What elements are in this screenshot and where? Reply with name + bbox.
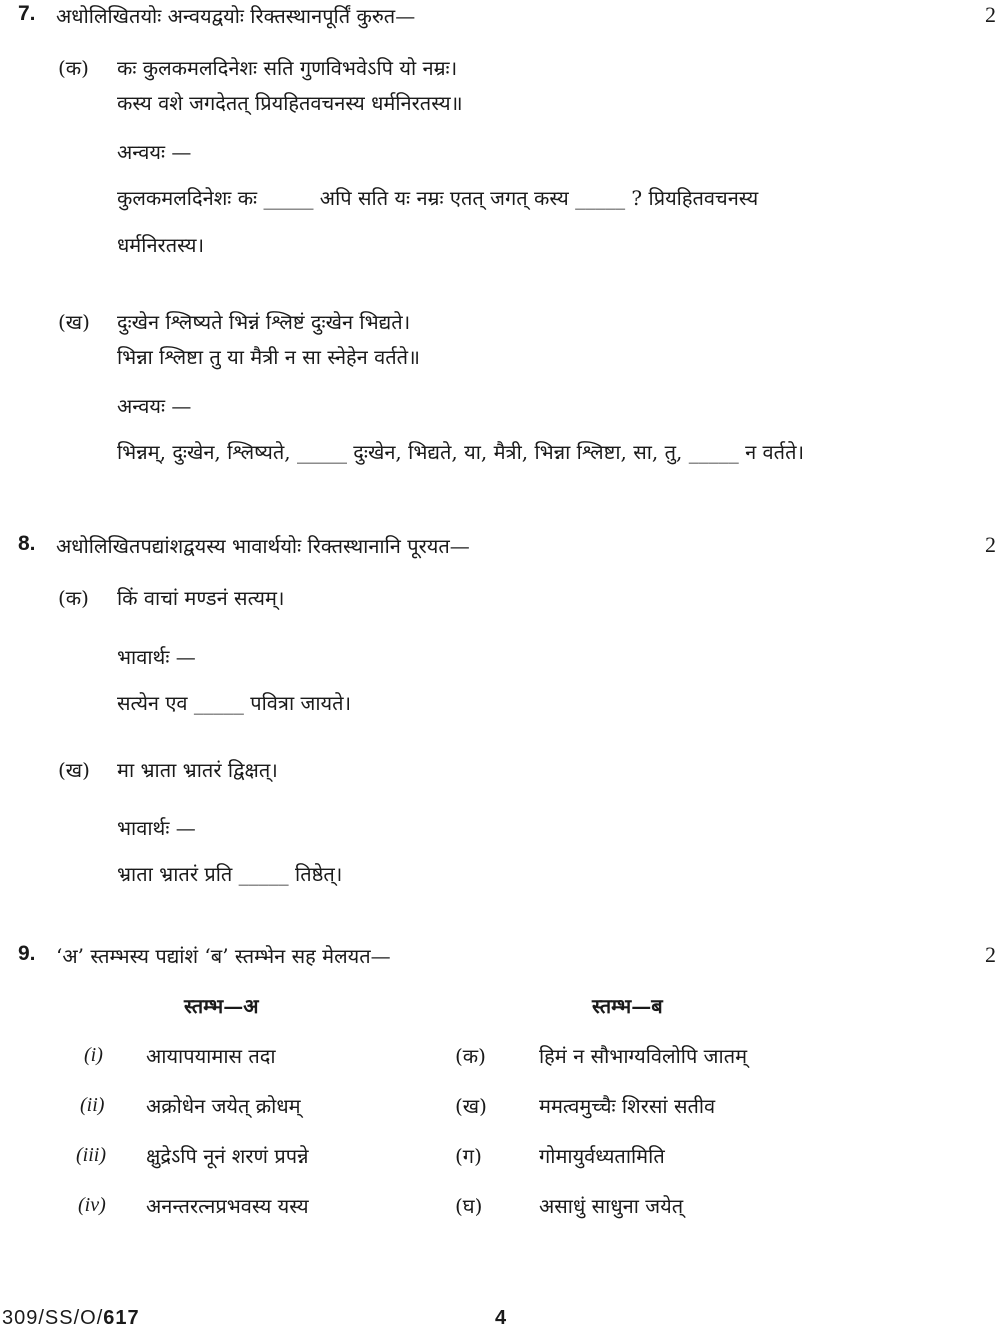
question-8-number: 8. — [18, 532, 36, 555]
column-a-heading: स्तम्भ—अ — [184, 994, 259, 1018]
paper-code-prefix: 309/SS/O/ — [2, 1307, 104, 1329]
paper-code — [2, 1307, 140, 1330]
q7-b-anvaya-label: अन्वयः — — [117, 394, 192, 418]
q7-a-anvaya-label: अन्वयः — — [117, 140, 192, 164]
match-row-4-roman: (iv) — [78, 1194, 106, 1216]
q7-a-label: (क) — [58, 56, 89, 80]
question-7-marks: 2 — [985, 2, 996, 27]
q8-b-label: (ख) — [58, 758, 90, 782]
question-9-marks: 2 — [985, 942, 996, 967]
page-number: 4 — [495, 1307, 507, 1329]
question-9-number: 9. — [18, 942, 36, 965]
match-row-1-letter: (क) — [455, 1044, 486, 1068]
question-7-number: 7. — [18, 2, 36, 25]
q8-a-label: (क) — [58, 586, 89, 610]
q7-b-anvaya-line-1: भिन्नम्, दुःखेन, श्लिष्यते, _____ दुःखेन, भिद्यते, या, मैत्री, भिन्ना श्लिष्टा, सा, तु, _____ न वर्तते। — [117, 440, 805, 464]
match-row-3-roman: (iii) — [76, 1144, 106, 1166]
question-8-instruction: अधोलिखितपद्यांशद्वयस्य भावार्थयोः रिक्तस्थानानि पूरयत— — [56, 534, 470, 558]
match-row-2-column-a: अक्रोधेन जयेत् क्रोधम् — [146, 1094, 301, 1118]
q7-a-verse-line-1: कः कुलकमलदिनेशः सति गुणविभवेऽपि यो नम्रः। — [117, 56, 458, 80]
q7-a-anvaya-line-1: कुलकमलदिनेशः कः _____ अपि सति यः नम्रः एतत् जगत् कस्य _____ ? प्रियहितवचनस्य — [117, 186, 759, 210]
match-row-3-column-b: गोमायुर्वध्यतामिति — [539, 1144, 665, 1168]
match-row-2-letter: (ख) — [455, 1094, 487, 1118]
q7-b-verse-line-1: दुःखेन श्लिष्यते भिन्नं श्लिष्टं दुःखेन भिद्यते। — [117, 310, 411, 334]
match-row-3-column-a: क्षुद्रेऽपि नूनं शरणं प्रपन्ने — [146, 1144, 309, 1168]
question-8-marks: 2 — [985, 532, 996, 557]
q8-a-bhavartha-label: भावार्थः — — [117, 645, 196, 669]
q8-b-bhavartha: भ्राता भ्रातरं प्रति _____ तिष्ठेत्। — [117, 862, 343, 886]
paper-code-number: 617 — [103, 1307, 140, 1329]
match-row-1-column-a: आयापयामास तदा — [146, 1044, 276, 1068]
match-row-1-roman: (i) — [84, 1044, 103, 1066]
match-row-3-letter: (ग) — [455, 1144, 482, 1168]
q8-a-bhavartha: सत्येन एव _____ पवित्रा जायते। — [117, 691, 352, 715]
match-row-2-roman: (ii) — [80, 1094, 105, 1116]
column-b-heading: स्तम्भ—ब — [592, 994, 663, 1018]
question-9-instruction: ‘अ’ स्तम्भस्य पद्यांशं ‘ब’ स्तम्भेन सह मेलयत— — [56, 944, 391, 968]
q7-b-verse-line-2: भिन्ना श्लिष्टा तु या मैत्री न सा स्नेहेन वर्तते॥ — [117, 345, 421, 369]
question-7-instruction: अधोलिखितयोः अन्वयद्वयोः रिक्तस्थानपूर्तिं कुरुत— — [56, 4, 416, 28]
match-row-4-column-b: असाधुं साधुना जयेत् — [539, 1194, 684, 1218]
q8-b-verse: मा भ्राता भ्रातरं द्विक्षत्। — [117, 758, 278, 782]
match-row-4-letter: (घ) — [455, 1194, 483, 1218]
match-row-2-column-b: ममत्वमुच्चैः शिरसां सतीव — [539, 1094, 716, 1118]
q7-a-anvaya-line-2: धर्मनिरतस्य। — [117, 233, 205, 257]
q8-a-verse: किं वाचां मण्डनं सत्यम्। — [117, 586, 285, 610]
q8-b-bhavartha-label: भावार्थः — — [117, 816, 196, 840]
q7-a-verse-line-2: कस्य वशे जगदेतत् प्रियहितवचनस्य धर्मनिरतस्य॥ — [117, 91, 463, 115]
q7-b-label: (ख) — [58, 310, 90, 334]
match-row-4-column-a: अनन्तरत्नप्रभवस्य यस्य — [146, 1194, 309, 1218]
match-row-1-column-b: हिमं न सौभाग्यविलोपि जातम् — [539, 1044, 748, 1068]
